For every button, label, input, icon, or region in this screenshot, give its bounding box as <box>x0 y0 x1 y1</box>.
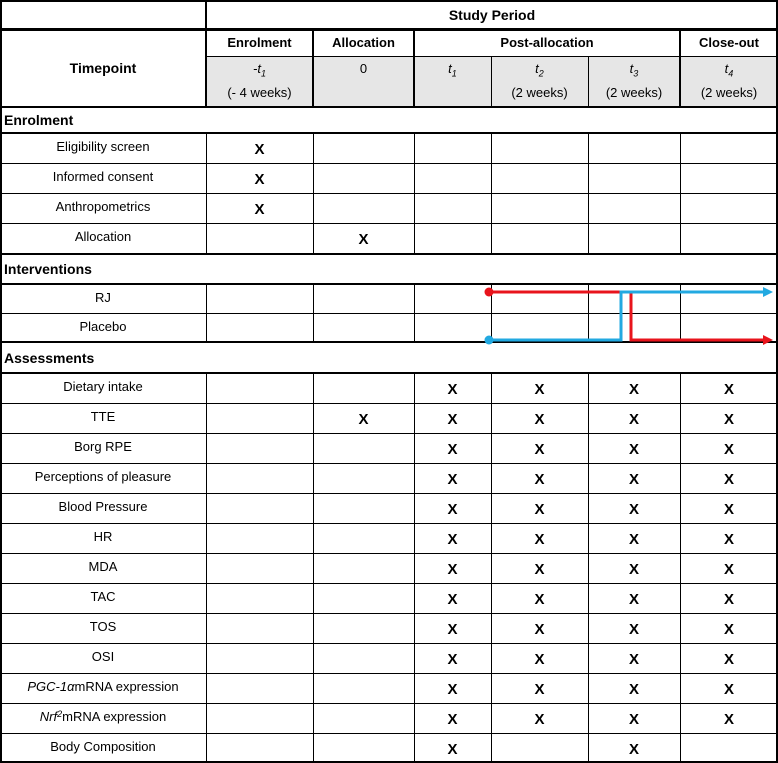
assessment-mark: X <box>447 441 458 458</box>
assessment-row-label: MDA <box>88 559 118 574</box>
timepoint-label: $t_2$ <box>535 61 544 79</box>
assessment-row-label: Body Composition <box>50 739 156 754</box>
phase-close-out: Close-out <box>699 35 759 50</box>
enrolment-row-label: Eligibility screen <box>56 139 150 154</box>
assessment-mark: X <box>723 651 734 668</box>
assessment-row-label: Borg RPE <box>74 439 132 454</box>
assessment-row-label: Nrf 2 mRNA expression <box>39 709 167 724</box>
timepoint-detail: (2 weeks) <box>700 84 758 100</box>
assessment-mark: X <box>723 561 734 578</box>
timepoint-label: $t_4$ <box>724 61 734 79</box>
assessment-mark: X <box>723 531 734 548</box>
assessment-mark: X <box>534 501 545 518</box>
assessment-mark: X <box>358 411 369 428</box>
assessment-mark: X <box>447 741 458 758</box>
assessment-mark: X <box>723 381 734 398</box>
assessment-mark: X <box>534 681 545 698</box>
assessment-mark: X <box>447 621 458 638</box>
assessment-mark: X <box>628 531 639 548</box>
assessment-mark: X <box>534 531 545 548</box>
enrolment-row-label: Allocation <box>74 229 132 244</box>
assessment-mark: X <box>534 561 545 578</box>
assessment-mark: X <box>447 711 458 728</box>
assessment-mark: X <box>628 441 639 458</box>
assessment-mark: X <box>447 681 458 698</box>
enrolment-row-label: Informed consent <box>52 169 154 184</box>
section-interventions: Interventions <box>4 261 92 277</box>
assessment-mark: X <box>723 501 734 518</box>
assessment-row-label: PGC-1α mRNA expression <box>27 679 179 694</box>
timepoint-label: $t_3$ <box>629 61 639 79</box>
assessment-mark: X <box>534 651 545 668</box>
assessment-mark: X <box>534 411 545 428</box>
assessment-row-label: Blood Pressure <box>58 499 148 514</box>
assessment-row-label: TTE <box>90 409 116 424</box>
assessment-mark: X <box>628 591 639 608</box>
assessment-mark: X <box>447 411 458 428</box>
assessment-mark: X <box>534 591 545 608</box>
enrolment-mark: X <box>254 201 265 218</box>
timepoint-detail: (- 4 weeks) <box>227 84 292 100</box>
rj-arm-line <box>489 292 764 340</box>
section-enrolment: Enrolment <box>4 112 74 128</box>
timepoint-detail: (2 weeks) <box>511 84 568 100</box>
enrolment-mark: X <box>358 231 369 248</box>
assessment-row-label: OSI <box>91 649 115 664</box>
assessment-mark: X <box>723 441 734 458</box>
assessment-mark: X <box>534 621 545 638</box>
assessment-mark: X <box>628 621 639 638</box>
assessment-mark: X <box>628 651 639 668</box>
assessment-mark: X <box>534 471 545 488</box>
assessment-mark: X <box>447 381 458 398</box>
enrolment-mark: X <box>254 171 265 188</box>
assessment-mark: X <box>447 651 458 668</box>
assessment-mark: X <box>447 501 458 518</box>
placebo-start-dot <box>485 336 494 345</box>
assessment-mark: X <box>628 711 639 728</box>
assessment-mark: X <box>723 621 734 638</box>
assessment-mark: X <box>628 411 639 428</box>
timepoint-heading: Timepoint <box>69 60 137 76</box>
timepoint-detail: (2 weeks) <box>605 84 663 100</box>
assessment-mark: X <box>534 381 545 398</box>
assessment-mark: X <box>447 561 458 578</box>
assessment-mark: X <box>534 711 545 728</box>
assessment-mark: X <box>628 501 639 518</box>
rj-arrow-head <box>763 335 773 345</box>
assessment-mark: X <box>447 591 458 608</box>
assessment-mark: X <box>628 681 639 698</box>
section-assessments: Assessments <box>4 349 95 366</box>
assessment-mark: X <box>447 531 458 548</box>
phase-enrolment: Enrolment <box>227 35 292 50</box>
timepoint-label: 0 <box>359 61 368 76</box>
rj-start-dot <box>485 288 494 297</box>
phase-allocation: Allocation <box>332 35 395 50</box>
assessment-mark: X <box>723 471 734 488</box>
timepoint-label: $t_1$ <box>448 61 457 79</box>
assessment-mark: X <box>628 471 639 488</box>
assessment-row-label: TOS <box>89 619 117 634</box>
placebo-arrow-head <box>763 287 773 297</box>
study-period-heading: Study Period <box>448 6 536 23</box>
assessment-mark: X <box>723 591 734 608</box>
assessment-row-label: TAC <box>90 589 116 604</box>
assessment-row-label: Dietary intake <box>63 379 143 394</box>
phase-post-allocation: Post-allocation <box>500 35 594 50</box>
assessment-row-label: Perceptions of pleasure <box>34 469 172 484</box>
assessment-row-label: HR <box>93 529 113 544</box>
assessment-mark: X <box>447 471 458 488</box>
enrolment-mark: X <box>254 141 265 158</box>
enrolment-row-label: Anthropometrics <box>55 199 151 214</box>
intervention-row-label: RJ <box>95 290 111 305</box>
assessment-mark: X <box>628 381 639 398</box>
assessment-mark: X <box>628 561 639 578</box>
intervention-row-label: Placebo <box>79 319 127 334</box>
placebo-arm-line <box>489 292 764 340</box>
timepoint-label: $-t_1$ <box>253 61 266 79</box>
assessment-mark: X <box>723 711 734 728</box>
assessment-mark: X <box>534 441 545 458</box>
assessment-mark: X <box>723 411 734 428</box>
assessment-mark: X <box>628 741 639 758</box>
assessment-mark: X <box>723 681 734 698</box>
